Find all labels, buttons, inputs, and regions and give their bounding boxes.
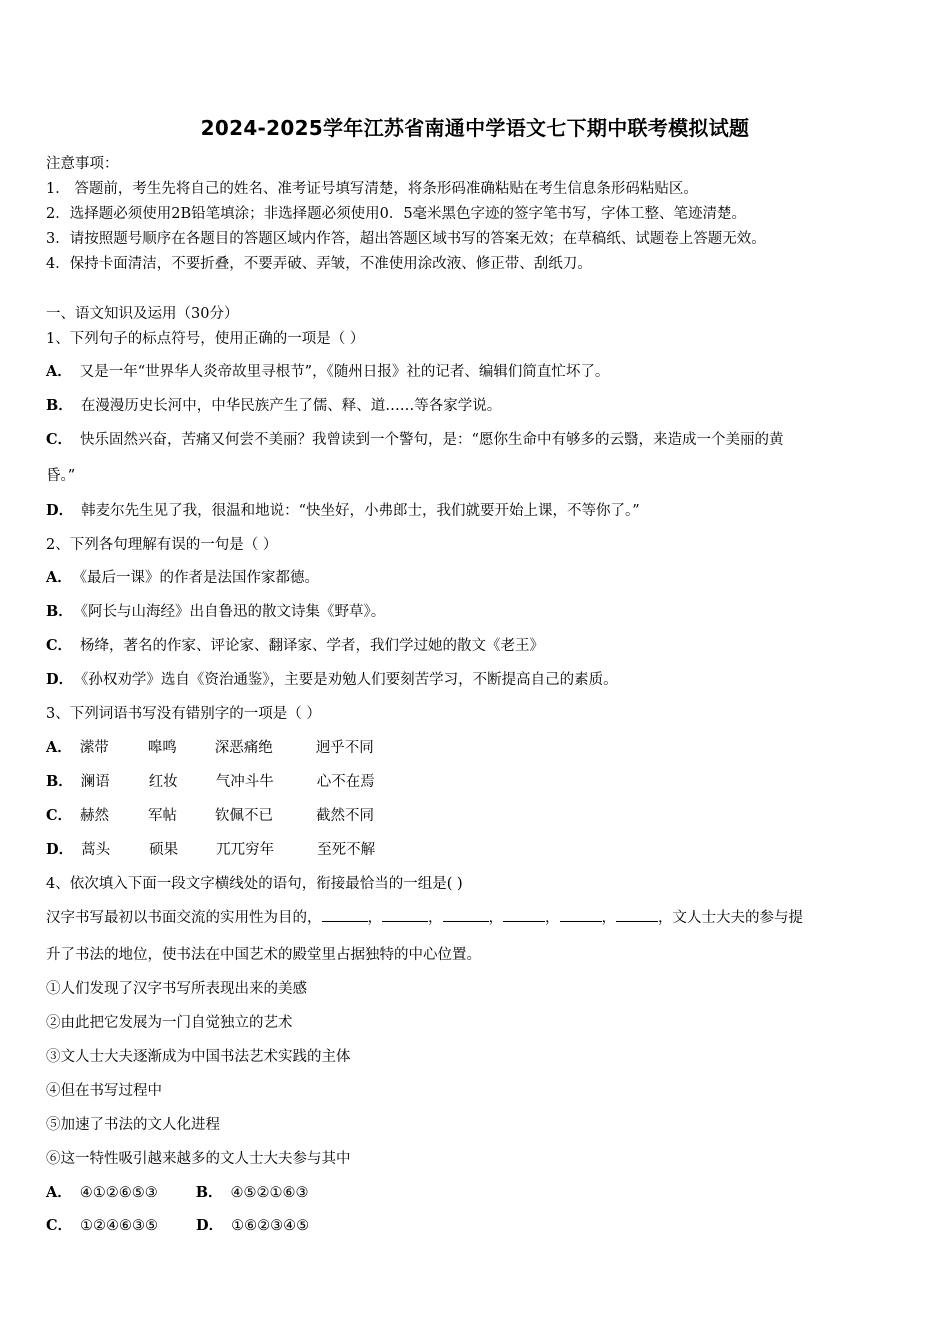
q3-option-b	[46, 770, 375, 791]
separator: ，	[428, 910, 443, 926]
q1-option-a	[46, 360, 609, 381]
q4-sentence-5: ⑤加速了书法的文人化进程	[46, 1117, 220, 1133]
option-label: D．	[46, 502, 74, 519]
option-label: A．	[46, 739, 72, 756]
q1-option-c-continued: 昏。”	[46, 468, 76, 484]
separator: ，	[488, 910, 503, 926]
option-label: B．	[46, 603, 73, 620]
option-label: A．	[46, 1184, 72, 1201]
fill-blank	[382, 909, 428, 922]
option-label: C．	[46, 637, 73, 654]
q4-sentence-1: ①人们发现了汉字书写所表现出来的美感	[46, 981, 307, 997]
word: 澜语	[80, 774, 110, 790]
option-text: ①⑥②③④⑤	[231, 1218, 310, 1234]
q3-option-c	[46, 804, 374, 825]
q4-sentence-4: ④但在书写过程中	[46, 1083, 162, 1099]
option-text: 《阿长与山海经》出自鲁迅的散文诗集《野草》。	[80, 604, 386, 620]
separator: ，	[367, 910, 382, 926]
fill-blank	[560, 909, 602, 922]
notice-item: 4．保持卡面清洁，不要折叠，不要弄破、弄皱，不准使用涂改液、修正带、刮纸刀。	[46, 256, 592, 272]
option-text: 《最后一课》的作者是法国作家都德。	[79, 570, 320, 586]
section-heading: 一、语文知识及运用（30分）	[46, 306, 239, 322]
word: 嗥鸣	[147, 740, 177, 756]
word: 心不在焉	[316, 774, 375, 790]
notice-item: 1． 答题前，考生先将自己的姓名、准考证号填写清楚，将条形码准确粘贴在考生信息条形码粘贴区。	[46, 181, 698, 197]
option-text: ④①②⑥⑤③	[79, 1185, 158, 1201]
notice-heading: 注意事项：	[46, 156, 119, 172]
fill-blank	[443, 909, 489, 922]
question-4-stem: 4、依次填入下面一段文字横线处的语句，衔接最恰当的一组是( )	[46, 876, 463, 892]
word: 潆带	[79, 740, 109, 756]
option-text: 又是一年“世界华人炎帝故里寻根节”，《随州日报》社的记者、编辑们简直忙坏了。	[79, 364, 610, 380]
word: 钦佩不已	[215, 808, 274, 824]
word: 截然不同	[316, 808, 375, 824]
option-label: C．	[46, 1217, 73, 1234]
fill-blank	[503, 909, 545, 922]
word: 硕果	[149, 842, 179, 858]
fill-blank	[322, 909, 368, 922]
q2-option-b	[46, 600, 385, 621]
option-text: ①②④⑥③⑤	[80, 1218, 159, 1234]
q3-option-d	[46, 838, 375, 859]
q1-option-d	[46, 499, 640, 520]
q4-sentence-6: ⑥这一特性吸引越来越多的文人士大夫参与其中	[46, 1151, 351, 1167]
option-text: 快乐固然兴奋，苦痛又何尝不美丽？我曾读到一个警句，是：“愿你生命中有够多的云翳，来造成一个美丽的黄	[80, 432, 784, 448]
q4-paragraph-continued: 升了书法的地位，使书法在中国艺术的殿堂里占据独特的中心位置。	[46, 947, 481, 963]
word: 迥乎不同	[315, 740, 374, 756]
notice-item: 3．请按照题号顺序在各题目的答题区域内作答，超出答题区域书写的答案无效；在草稿纸、试题卷上答题无效。	[46, 231, 766, 247]
option-label: A．	[46, 363, 72, 380]
option-label: C．	[46, 807, 73, 824]
word: 赫然	[80, 808, 110, 824]
word: 至死不解	[317, 842, 376, 858]
word: 红妆	[148, 774, 178, 790]
q2-option-d	[46, 668, 618, 689]
option-text: 杨绛，著名的作家、评论家、翻译家、学者，我们学过她的散文《老王》	[80, 638, 545, 654]
q4-paragraph	[46, 906, 803, 927]
word: 兀兀穷年	[216, 842, 275, 858]
option-label: B．	[46, 397, 73, 414]
option-label: B．	[46, 773, 73, 790]
q4-options-ab	[46, 1181, 309, 1202]
separator: ，	[601, 910, 616, 926]
q1-option-c	[46, 428, 783, 449]
option-label: D．	[46, 671, 74, 688]
option-text: 韩麦尔先生见了我，很温和地说：“快坐好，小弗郎士，我们就要开始上课，不等你了。”	[81, 503, 640, 519]
word: 深恶痛绝	[214, 740, 273, 756]
q2-option-a	[46, 566, 319, 587]
option-text: 在漫漫历史长河中，中华民族产生了儒、释、道……等各家学说。	[80, 398, 502, 414]
q4-sentence-3: ③文人士大夫逐渐成为中国书法艺术实践的主体	[46, 1049, 351, 1065]
separator: ，	[545, 910, 560, 926]
paragraph-text: ，文人士大夫的参与提	[658, 910, 803, 926]
option-label: D．	[46, 841, 74, 858]
option-label: C．	[46, 431, 73, 448]
q1-option-b	[46, 394, 501, 415]
q3-option-a	[46, 736, 374, 757]
q2-option-c	[46, 634, 544, 655]
q4-options-cd	[46, 1214, 309, 1235]
option-label: B．	[195, 1184, 223, 1201]
word: 蒿头	[81, 842, 111, 858]
fill-blank	[616, 909, 658, 922]
question-2-stem: 2、下列各句理解有误的一句是（ ）	[46, 537, 278, 553]
question-1-stem: 1、下列句子的标点符号，使用正确的一项是（ ）	[46, 331, 365, 347]
option-text: ④⑤②①⑥③	[230, 1185, 309, 1201]
word: 军帖	[148, 808, 178, 824]
word: 气冲斗牛	[215, 774, 274, 790]
paragraph-text: 汉字书写最初以书面交流的实用性为目的，	[46, 910, 322, 926]
page-title: 2024-2025学年江苏省南通中学语文七下期中联考模拟试题	[200, 116, 750, 140]
option-text: 《孙权劝学》选自《资治通鉴》，主要是劝勉人们要刻苦学习，不断提高自己的素质。	[81, 672, 618, 688]
option-label: D．	[196, 1217, 224, 1234]
notice-item: 2．选择题必须使用2B铅笔填涂；非选择题必须使用0．5毫米黑色字迹的签字笔书写，字体工整、笔迹清楚。	[46, 206, 747, 222]
q4-sentence-2: ②由此把它发展为一门自觉独立的艺术	[46, 1015, 293, 1031]
question-3-stem: 3、下列词语书写没有错别字的一项是（ ）	[46, 706, 321, 722]
option-label: A．	[46, 569, 72, 586]
